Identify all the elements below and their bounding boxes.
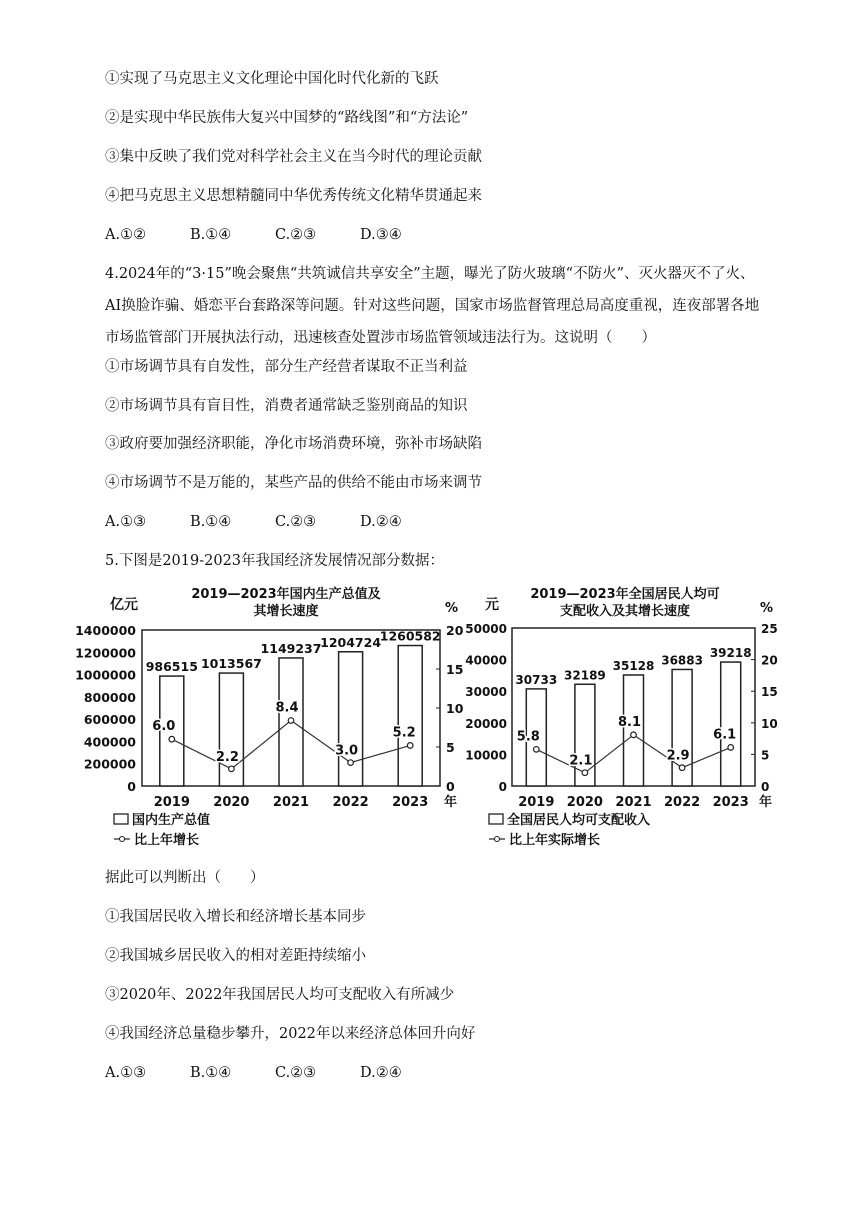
y2-axis-unit-label: % xyxy=(445,601,459,616)
y2-tick-label: 20 xyxy=(446,623,464,638)
y-tick-label: 600000 xyxy=(83,712,136,728)
growth-value-label: 5.8 xyxy=(516,729,540,745)
bar xyxy=(398,646,422,786)
bar-value-label: 36883 xyxy=(661,653,703,668)
growth-point xyxy=(728,745,734,751)
x-tick-label: 2019 xyxy=(153,795,190,810)
legend-bar-label: 全国居民人均可支配收入 xyxy=(507,813,651,828)
q5-option-d: D.②④ xyxy=(360,1065,402,1081)
bar-value-label: 35128 xyxy=(612,658,655,673)
bar xyxy=(624,675,644,786)
bar xyxy=(721,662,741,786)
x-tick-label: 2020 xyxy=(566,795,603,810)
q5-item-1: ①我国居民收入增长和经济增长基本同步 xyxy=(105,909,366,925)
y-tick-label: 40000 xyxy=(465,653,507,668)
y-axis-unit-label: 亿元 xyxy=(110,597,138,613)
q3-item-3: ③集中反映了我们党对科学社会主义在当今时代的理论贡献 xyxy=(105,149,482,165)
chart-title-line-2: 支配收入及其增长速度 xyxy=(559,604,691,619)
growth-value-label: 2.2 xyxy=(215,749,239,765)
x-axis-unit-label: 年 xyxy=(444,795,458,810)
y2-axis-unit-label: % xyxy=(760,601,774,616)
y2-tick-label: 15 xyxy=(761,685,778,700)
growth-value-label: 8.4 xyxy=(275,700,299,716)
growth-point xyxy=(407,743,413,749)
q3-item-1: ①实现了马克思主义文化理论中国化时代化新的飞跃 xyxy=(105,71,439,87)
y-tick-label: 400000 xyxy=(83,734,136,750)
chart-title-line-1: 2019—2023年国内生产总值及 xyxy=(191,587,381,602)
legend-line-marker xyxy=(495,837,500,842)
bar-value-label: 32189 xyxy=(564,668,606,683)
y2-tick-label: 25 xyxy=(761,622,778,636)
bar-value-label: 1013567 xyxy=(200,656,262,672)
growth-point xyxy=(348,760,354,766)
y-tick-label: 30000 xyxy=(465,685,507,700)
q5-after-stem: 据此可以判断出（ ） xyxy=(105,870,265,886)
y-tick-label: 1400000 xyxy=(75,623,136,638)
x-tick-label: 2021 xyxy=(272,795,310,810)
legend-bar-label: 国内生产总值 xyxy=(132,813,211,828)
q3-options xyxy=(105,225,445,245)
growth-point xyxy=(534,747,540,753)
y2-tick-label: 10 xyxy=(446,701,464,716)
x-tick-label: 2021 xyxy=(615,795,652,810)
y-tick-label: 20000 xyxy=(465,716,507,731)
q3-option-c: C.②③ xyxy=(275,227,317,243)
q4-option-d: D.②④ xyxy=(360,514,402,530)
legend-bar-swatch xyxy=(114,814,128,824)
bar-value-label: 986515 xyxy=(145,659,198,675)
q4-item-1: ①市场调节具有自发性，部分生产经营者谋取不正当利益 xyxy=(105,359,468,375)
y-axis-unit-label: 元 xyxy=(485,597,499,613)
q4-item-4: ④市场调节不是万能的，某些产品的供给不能由市场来调节 xyxy=(105,475,482,491)
growth-point xyxy=(288,718,294,724)
q4-option-a: A.①③ xyxy=(105,514,147,530)
q5-option-c: C.②③ xyxy=(275,1065,317,1081)
x-tick-label: 2023 xyxy=(392,795,429,810)
growth-value-label: 2.1 xyxy=(569,753,593,769)
bar-value-label: 39218 xyxy=(709,646,752,661)
q5-option-b: B.①④ xyxy=(190,1065,232,1081)
x-tick-label: 2020 xyxy=(213,795,250,810)
q5-item-2: ②我国城乡居民收入的相对差距持续缩小 xyxy=(105,948,366,964)
q3-option-d: D.③④ xyxy=(360,227,402,243)
x-tick-label: 2022 xyxy=(664,795,701,810)
growth-value-label: 6.0 xyxy=(152,719,176,735)
growth-point xyxy=(679,765,685,771)
bar-value-label: 30733 xyxy=(515,672,558,687)
y2-tick-label: 5 xyxy=(446,740,455,755)
q5-item-4: ④我国经济总量稳步攀升，2022年以来经济总体回升向好 xyxy=(105,1026,476,1042)
x-tick-label: 2022 xyxy=(332,795,369,810)
y2-tick-label: 10 xyxy=(761,716,778,731)
y-tick-label: 50000 xyxy=(465,622,507,636)
q3-item-4: ④把马克思主义思想精髓同中华优秀传统文化精华贯通起来 xyxy=(105,188,482,204)
q4-item-2: ②市场调节具有盲目性，消费者通常缺乏鉴别商品的知识 xyxy=(105,398,468,414)
q3-item-2: ②是实现中华民族伟大复兴中国梦的“路线图”和“方法论” xyxy=(105,110,469,126)
y2-tick-label: 15 xyxy=(446,662,464,677)
x-tick-label: 2023 xyxy=(712,795,749,810)
q5-options xyxy=(105,1063,445,1083)
q5-option-a: A.①③ xyxy=(105,1065,147,1081)
growth-value-label: 8.1 xyxy=(617,714,642,730)
legend-line-marker xyxy=(120,837,125,842)
x-tick-label: 2019 xyxy=(518,795,555,810)
y-tick-label: 0 xyxy=(127,779,136,794)
y2-tick-label: 0 xyxy=(446,779,455,794)
legend-line-label: 比上年增长 xyxy=(134,833,200,848)
y-tick-label: 1200000 xyxy=(75,645,136,661)
legend-line-label: 比上年实际增长 xyxy=(509,833,601,848)
q3-option-b: B.①④ xyxy=(190,227,232,243)
chart-title-line-2: 其增长速度 xyxy=(253,604,319,619)
q4-options xyxy=(105,512,445,532)
x-axis-unit-label: 年 xyxy=(759,795,773,810)
q4-stem: 4.2024年的“3·15”晚会聚焦“共筑诚信共享安全”主题，曝光了防火玻璃“不防火”、灭火器灭不了火、AI换脸诈骗、婚恋平台套路深等问题。针对这些问题，国家市场监督管理总局高度重视，连夜部署各地市场监管部门开展执法行动，迅速核查处置涉市场监管领域违法行为。这说明（ ） xyxy=(105,266,760,346)
legend-bar-swatch xyxy=(489,814,503,824)
growth-value-label: 6.1 xyxy=(713,727,737,743)
bar-value-label: 1260582 xyxy=(379,628,441,644)
growth-value-label: 2.9 xyxy=(666,748,690,764)
q5-stem: 5.下图是2019-2023年我国经济发展情况部分数据： xyxy=(105,553,445,569)
chart-title-line-1: 2019—2023年全国居民人均可 xyxy=(530,587,720,602)
q4-option-c: C.②③ xyxy=(275,514,317,530)
y2-tick-label: 0 xyxy=(761,780,770,794)
y2-tick-label: 5 xyxy=(761,748,770,763)
y2-tick-label: 20 xyxy=(761,653,778,668)
growth-point xyxy=(582,770,588,776)
income-chart xyxy=(465,582,780,850)
q5-item-3: ③2020年、2022年我国居民人均可支配收入有所减少 xyxy=(105,987,455,1003)
gdp-chart xyxy=(75,582,465,850)
q4-option-b: B.①④ xyxy=(190,514,232,530)
y-tick-label: 0 xyxy=(498,780,507,794)
y-tick-label: 10000 xyxy=(465,748,507,763)
bar-value-label: 1149237 xyxy=(260,640,322,656)
y-tick-label: 200000 xyxy=(83,756,136,772)
q3-option-a: A.①② xyxy=(105,227,147,243)
y-tick-label: 1000000 xyxy=(75,667,136,683)
q4-item-3: ③政府要加强经济职能，净化市场消费环境，弥补市场缺陷 xyxy=(105,436,482,452)
bar-value-label: 1204724 xyxy=(320,634,382,650)
growth-point xyxy=(631,732,637,738)
growth-point xyxy=(229,766,235,772)
growth-value-label: 5.2 xyxy=(392,725,416,741)
y-tick-label: 800000 xyxy=(83,689,136,705)
growth-value-label: 3.0 xyxy=(335,743,359,759)
growth-point xyxy=(169,736,175,742)
